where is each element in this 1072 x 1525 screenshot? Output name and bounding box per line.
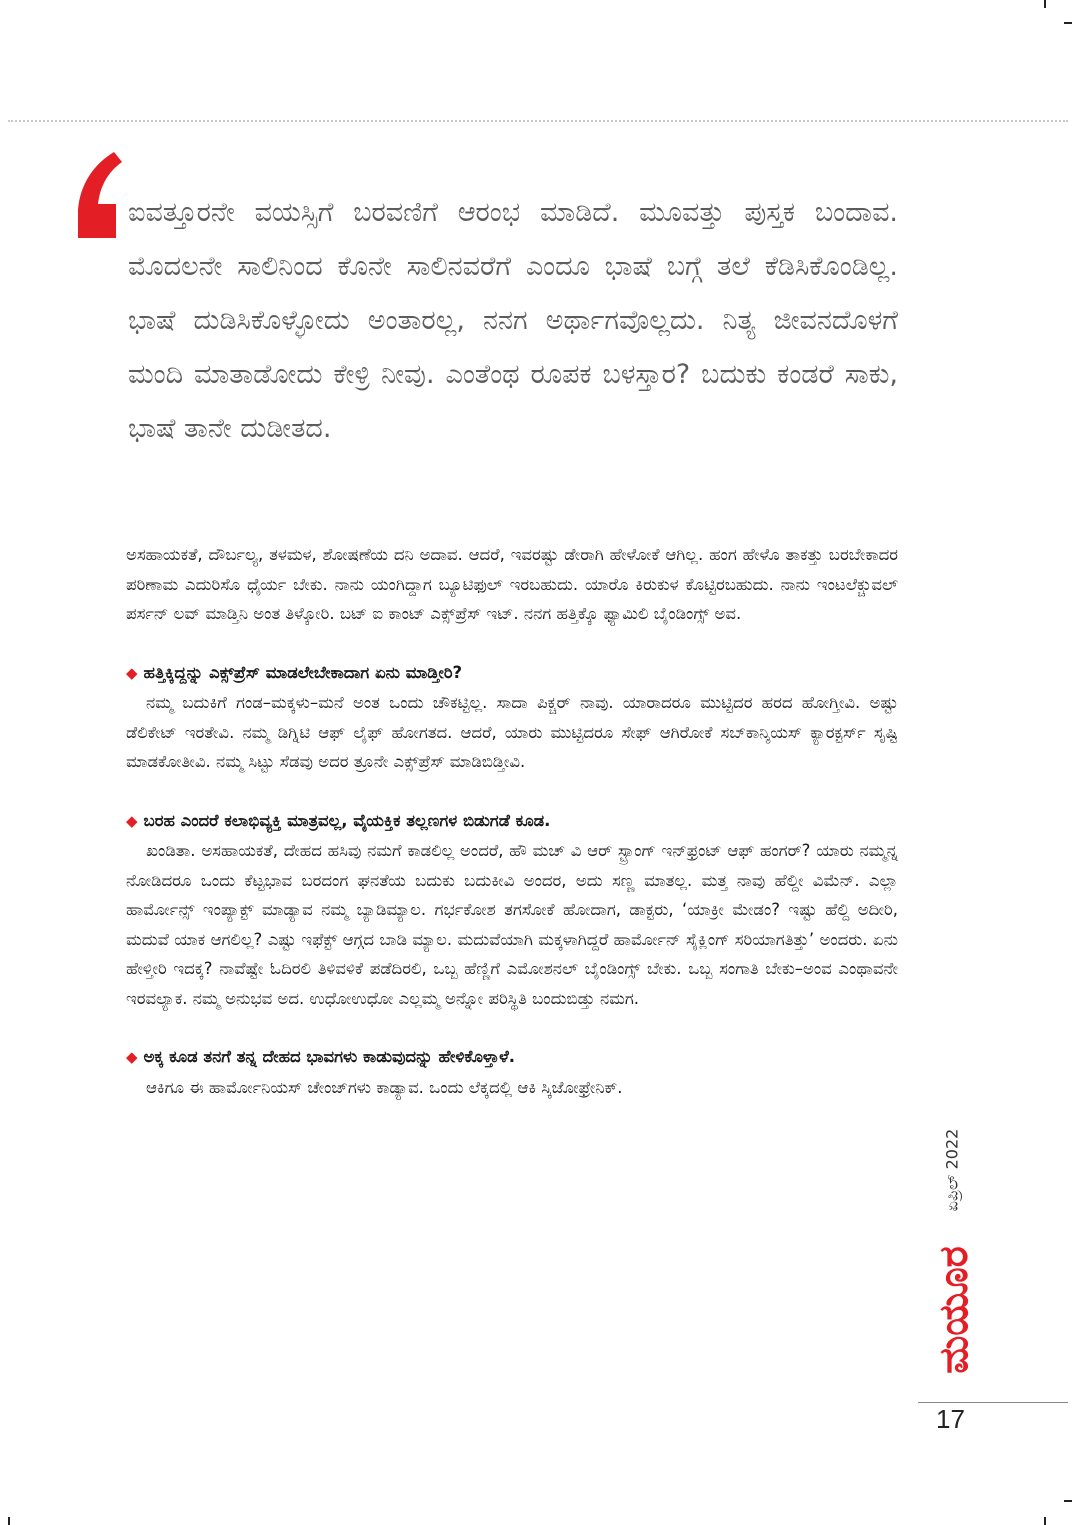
footer-rule (918, 1402, 1068, 1403)
magazine-logo (928, 1240, 980, 1380)
diamond-bullet-icon: ◆ (126, 1048, 138, 1066)
answer-3: ಆಕಿಗೂ ಈ ಹಾರ್ಮೋನಿಯಸ್ ಚೇಂಜ್‌ಗಳು ಕಾಡ್ಯಾವ. ಒಂದು ಲೆಕ್ಕದಲ್ಲಿ ಆಕಿ ಸ್ಕಿಜೋಫ್ರೇನಿಕ್. (146, 1077, 623, 1097)
crop-mark-right-lower (1064, 1500, 1072, 1502)
question-1 (126, 658, 898, 689)
issue-date (922, 1110, 982, 1230)
page-number: 17 (936, 1404, 965, 1434)
crop-mark-right-upper (1064, 22, 1072, 24)
article-body (126, 540, 898, 1102)
diamond-bullet-icon: ◆ (126, 811, 138, 830)
issue-date-text: ಏಪ್ರಿಲ್ 2022 (942, 1128, 962, 1212)
quote-mark-icon (76, 150, 126, 242)
question-2 (126, 806, 898, 837)
intro-paragraph: ಅಸಹಾಯಕತೆ, ದೌರ್ಬಲ್ಯ, ತಳಮಳ, ಶೋಷಣೆಯ ದನಿ ಅದಾವ. ಆದರೆ, ಇವರಷ್ಟು ಡೇರಾಗಿ ಹೇಳೋಕೆ ಆಗಿಲ್ಲ. ಹಂಗ ಹೇಳೊ ತಾಕತ್ತು ಬರಬೇಕಾದರ ಪರಿಣಾಮ ಎದುರಿಸೊ ಧೈರ್ಯ ಬೇಕು. ನಾನು ಯಂಗಿದ್ದಾಗ ಬ್ಯೂಟಿಫುಲ್ ಇರಬಹುದು. ಯಾರೊ ಕಿರುಕುಳ ಕೊಟ್ಟಿರಬಹುದು. ನಾನು ಇಂಟಲೆಕ್ಚುವಲ್ ಪರ್ಸನ್ ಲವ್ ಮಾಡ್ತಿನಿ ಅಂತ ತಿಳ್ಕೋರಿ. ಬಟ್ ಐ ಕಾಂಟ್ ಎಕ್ಸ್‌ಪ್ರೆಸ್ ಇಟ್. ನನಗ ಹತ್ತಿಕ್ಕೊ ಫ್ಯಾಮಿಲಿ ಬೈಂಡಿಂಗ್ಸ್ ಅವ. (126, 545, 898, 623)
question-3 (126, 1042, 898, 1073)
qa-block-2 (126, 806, 898, 1014)
answer-1: ನಮ್ಮ ಬದುಕಿಗೆ ಗಂಡ–ಮಕ್ಕಳು–ಮನೆ ಅಂತ ಒಂದು ಚೌಕಟ್ಟಿಲ್ಲ. ಸಾದಾ ಪಿಕ್ಚರ್ ನಾವು. ಯಾರಾದರೂ ಮುಟ್ಟಿದರ ಹರದ ಹೋಗ್ತೀವಿ. ಅಷ್ಟು ಡೆಲಿಕೇಟ್ ಇರತೇವಿ. ನಮ್ಮ ಡಿಗ್ನಿಟಿ ಆಫ್ ಲೈಫ್ ಹೋಗತದ. ಆದರೆ, ಯಾರು ಮುಟ್ಟಿದರೂ ಸೇಫ್ ಆಗಿರೋಕೆ ಸಬ್‌ಕಾನ್ಶಿಯಸ್ ಕ್ಯಾರಕ್ಟರ್ಸ್ ಸೃಷ್ಟಿ ಮಾಡಕೋತೀವಿ. ನಮ್ಮ ಸಿಟ್ಟು ಸೆಡವು ಅದರ ತ್ರೂನೇ ಎಕ್ಸ್‌ಪ್ರೆಸ್ ಮಾಡಿಬಿಡ್ತೀವಿ. (126, 693, 898, 771)
crop-mark-bottom-right (1044, 1517, 1046, 1525)
qa-block-3 (126, 1042, 898, 1102)
answer-2: ಖಂಡಿತಾ. ಅಸಹಾಯಕತೆ, ದೇಹದ ಹಸಿವು ನಮಗೆ ಕಾಡಲಿಲ್ಲ ಅಂದರೆ, ಹೌ ಮಚ್ ವಿ ಆರ್ ಸ್ಟ್ರಾಂಗ್ ಇನ್‌ಫ್ರಂಟ್ ಆಫ್ ಹಂಗರ್? ಯಾರು ನಮ್ಮನ್ನ ನೋಡಿದರೂ ಒಂದು ಕೆಟ್ಟಭಾವ ಬರದಂಗ ಘನತೆಯ ಬದುಕು ಬದುಕೀವಿ ಅಂದರ, ಅದು ಸಣ್ಣ ಮಾತಲ್ಲ. ಮತ್ತ ನಾವು ಹೆಲ್ದೀ ವಿಮೆನ್. ಎಲ್ಲಾ ಹಾರ್ಮೋನ್ಸ್ ಇಂಪ್ಯಾಕ್ಟ್ ಮಾಡ್ಯಾವ ನಮ್ಮ ಬ್ಯಾಡಿಮ್ಯಾಲ. ಗರ್ಭಕೋಶ ತಗಸೋಕೆ ಹೋದಾಗ, ಡಾಕ್ಟರು, ‘ಯಾಕ್ರೀ ಮೇಡಂ? ಇಷ್ಟು ಹೆಲ್ದಿ ಅದೀರಿ, ಮದುವೆ ಯಾಕ ಆಗಲಿಲ್ಲ? ಎಷ್ಟು ಇಫೆಕ್ಟ್ ಆಗ್ಗದ ಬಾಡಿ ಮ್ಯಾಲ. ಮದುವೆಯಾಗಿ ಮಕ್ಕಳಾಗಿದ್ದರೆ ಹಾರ್ಮೋನ್ ಸೈಕ್ಲಿಂಗ್ ಸರಿಯಾಗತಿತ್ತು’ ಅಂದರು. ಏನು ಹೇಳ್ತೀರಿ ಇದಕ್ಕ? ನಾವೆಷ್ಟೇ ಓದಿರಲಿ ತಿಳಿವಳಿಕೆ ಪಡೆದಿರಲಿ, ಒಬ್ಬ ಹೆಣ್ಣಿಗೆ ಎಮೋಶನಲ್ ಬೈಂಡಿಂಗ್ಸ್ ಬೇಕು. ಒಬ್ಬ ಸಂಗಾತಿ ಬೇಕು–ಅಂವ ಎಂಥಾವನೇ ಇರವಲ್ಯಾಕ. ನಮ್ಮ ಅನುಭವ ಅದ. ಉಧೋಉಧೋ ಎಲ್ಲಮ್ಮ ಅನ್ನೋ ಪರಿಸ್ಥಿತಿ ಬಂದುಬಿಡ್ತು ನಮಗ. (126, 841, 898, 1008)
question-2-text: ಬರಹ ಎಂದರೆ ಕಲಾಭಿವ್ಯಕ್ತಿ ಮಾತ್ರವಲ್ಲ, ವೈಯಕ್ತಿಕ ತಲ್ಲಣಗಳ ಬಿಡುಗಡೆ ಕೂಡ. (143, 810, 551, 830)
diamond-bullet-icon: ◆ (126, 663, 138, 682)
crop-mark-bottom-left (8, 1517, 10, 1525)
question-3-text: ಅಕ್ಕ ಕೂಡ ತನಗೆ ತನ್ನ ದೇಹದ ಭಾವಗಳು ಕಾಡುವುದನ್ನು ಹೇಳಿಕೊಳ್ತಾಳೆ. (143, 1047, 516, 1066)
top-dotted-divider (8, 120, 1068, 122)
question-1-text: ಹತ್ತಿಕ್ಕಿದ್ದನ್ನು ಎಕ್ಸ್‌ಪ್ರೆಸ್ ಮಾಡಲೇಬೇಕಾದಾಗ ಏನು ಮಾಡ್ತೀರಿ? (143, 662, 463, 682)
crop-mark-top-right (1044, 0, 1046, 8)
magazine-name: ಮಯೂರ (931, 1246, 977, 1374)
qa-block-1 (126, 658, 898, 777)
pull-quote: ಐವತ್ತೂರನೇ ವಯಸ್ಸಿಗೆ ಬರವಣಿಗೆ ಆರಂಭ ಮಾಡಿದೆ. ಮೂವತ್ತು ಪುಸ್ತಕ ಬಂದಾವ. ಮೊದಲನೇ ಸಾಲಿನಿಂದ ಕೊನೇ ಸಾಲಿನವರೆಗೆ ಎಂದೂ ಭಾಷೆ ಬಗ್ಗೆ ತಲೆ ಕೆಡಿಸಿಕೊಂಡಿಲ್ಲ. ಭಾಷೆ ದುಡಿಸಿಕೊಳ್ಳೋದು ಅಂತಾರಲ್ಲ, ನನಗ ಅರ್ಥಾಗವೊಲ್ಲದು. ನಿತ್ಯ ಜೀವನದೊಳಗೆ ಮಂದಿ ಮಾತಾಡೋದು ಕೇಳ್ರಿ ನೀವು. ಎಂತೆಂಥ ರೂಪಕ ಬಳಸ್ತಾರ? ಬದುಕು ಕಂಡರೆ ಸಾಕು, ಭಾಷೆ ತಾನೇ ದುಡೀತದ. (128, 197, 898, 444)
